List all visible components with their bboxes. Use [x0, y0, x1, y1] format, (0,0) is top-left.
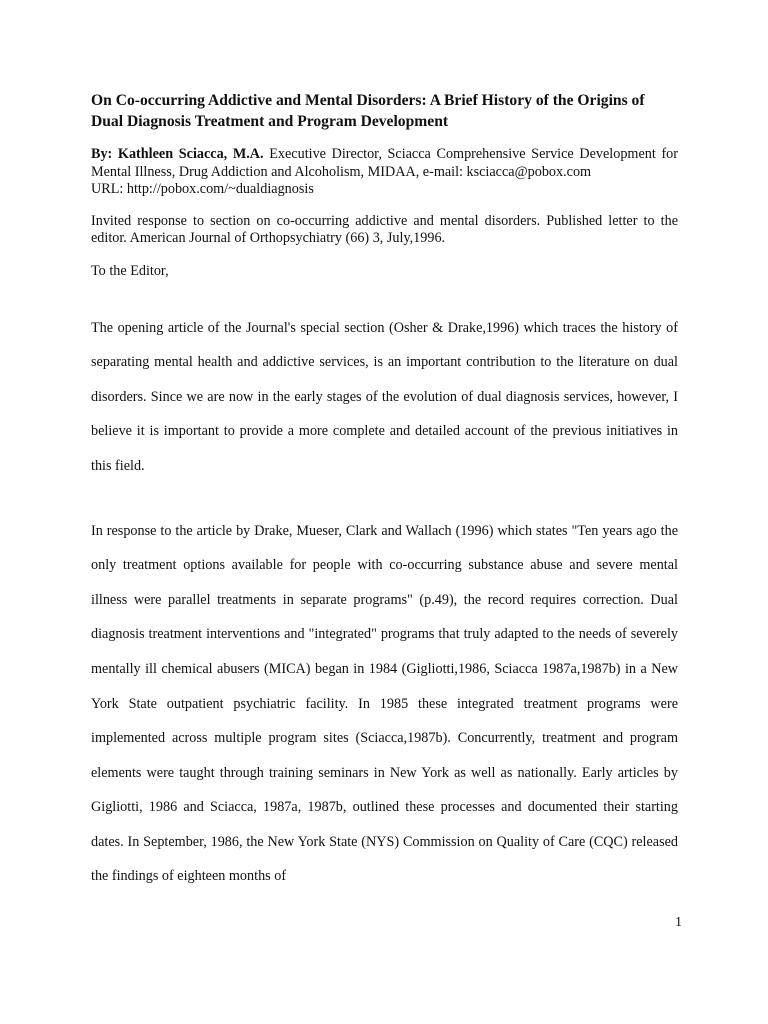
author-name: By: Kathleen Sciacca, M.A. — [91, 146, 264, 162]
author-affiliation: Executive Director, Sciacca Comprehensive Service Development for Mental Illness, Drug Addiction and Alcoholism, MIDAA, e-mail: ksciacca@pobox.com — [91, 146, 678, 180]
body-paragraph: In response to the article by Drake, Mueser, Clark and Wallach (1996) which states "Ten years ago the only treatment options available for people with co-occurring substance abuse and severe mental illness were parallel treatments in separate programs" (p.49), the record requires correction. Dual diagnosis treatment interventions and "integrated" programs that truly adapted to the needs of severely mentally ill chemical abusers (MICA) began in 1984 (Gigliotti,1986, Sciacca 1987a,1987b) in a New York State outpatient psychiatric facility. In 1985 these integrated treatment programs were implemented across multiple program sites (Sciacca,1987b). Concurrently, treatment and program elements were taught through training seminars in New York as well as nationally. Early articles by Gigliotti, 1986 and Sciacca, 1987a, 1987b, outlined these processes and documented their starting dates. In September, 1986, the New York State (NYS) Commission on Quality of Care (CQC) released the findings of eighteen months of — [91, 522, 678, 885]
body-paragraph: The opening article of the Journal's special section (Osher & Drake,1996) which traces the history of separating mental health and addictive services, is an important contribution to the literature on dual disorders. Since we are now in the early stages of the evolution of dual diagnosis services, however, I believe it is important to provide a more complete and detailed account of the previous initiatives in this field. — [91, 319, 678, 474]
author-url: URL: http://pobox.com/~dualdiagnosis — [91, 181, 314, 198]
salutation: To the Editor, — [91, 262, 169, 279]
page-number: 1 — [675, 915, 682, 930]
author-byline — [91, 146, 678, 199]
publication-note: Invited response to section on co-occurring addictive and mental disorders. Published letter to the editor. American Journal of Orthopsychiatry (66) 3, July,1996. — [91, 212, 678, 247]
document-title: On Co-occurring Addictive and Mental Disorders: A Brief History of the Origins of Dual Diagnosis Treatment and Program Development — [91, 92, 645, 130]
document-content — [91, 90, 678, 894]
